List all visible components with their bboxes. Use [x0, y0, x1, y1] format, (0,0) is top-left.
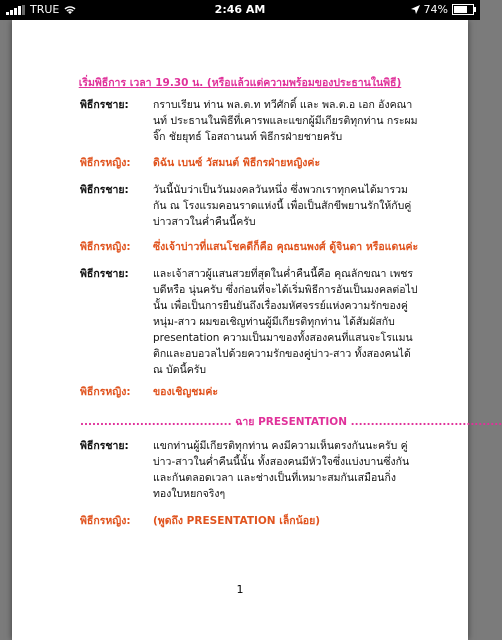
line-text: และเจ้าสาวผู้แสนสวยที่สุดในค่ำคืนนี้คือ คุณลักขณา เพชรบดีหรือ นุ่นครับ ซึ่งก่อนที่จะได้เริ่มพิธีการอันเป็นมงคลต่อไปนั้น เพื่อเป็นการยืนยันถึงเรื่องมหัศจรรย์แห่งความรักของคู่หนุ่ม-สาว ผมขอเชิญท่านผู้มีเกียรติทุกท่าน ได้สัมผัสกับ presentation ความเป็นมาของทั้งสองคนที่แสนจะโรแมนติกและอบอวลไปด้วยความรักของคู่บ่าว-สาว ทั้งสองคนได้ ณ บัดนี้ครับ [153, 268, 418, 376]
status-right [411, 3, 474, 16]
line-text: (พูดถึง PRESENTATION เล็กน้อย) [153, 515, 321, 527]
line-text: ซึ่งเจ้าบ่าวที่แสนโชคดีก็คือ คุณธนพงศ์ ดู้จินดา หรือแดนค่ะ [153, 241, 419, 253]
script-line [80, 513, 420, 529]
line-text: ของเชิญชมค่ะ [153, 386, 218, 398]
script-line [80, 438, 420, 502]
line-text: ดิฉัน เบนซ์ วัสมนต์ พิธีกรฝ่ายหญิงค่ะ [153, 157, 321, 169]
script-line [80, 155, 420, 171]
speaker-label: พิธีกรชาย: [80, 184, 129, 196]
line-text: แขกท่านผู้มีเกียรติทุกท่าน คงมีความเห็นตรงกันนะครับ คู่บ่าว-สาวในค่ำคืนนี้นั้น ทั้งสองคนมีหัวใจซึ่งแบ่งบานซึ่งกันและกันตลอดเวลา และช่างเป็นที่เหมาะสมกันเสมือนกิ่งทองใบหยกจริงๆ [153, 440, 410, 500]
location-icon [411, 5, 420, 14]
script-line [80, 239, 420, 255]
speaker-label: พิธีกรหญิง: [80, 241, 131, 253]
speaker-label: พิธีกรชาย: [80, 268, 129, 280]
script-line [80, 97, 420, 145]
battery-percent: 74% [423, 3, 448, 16]
presentation-separator: ...................................... ฉาย PRESENTATION ...................................... [80, 416, 502, 428]
line-text: กราบเรียน ท่าน พล.ต.ท ทวีศักดิ์ และ พล.ต.อ เอก อังคณานท์ ประธานในพิธีที่เคารพและแขกผู้มีเกียรติทุกท่าน กระผม จิ๊ก ชัยยุทธ์ โอสถานนท์ พิธีกรฝ่ายชายครับ [153, 99, 418, 143]
speaker-label: พิธีกรหญิง: [80, 157, 131, 169]
speaker-label: พิธีกรชาย: [80, 440, 129, 452]
battery-fill [454, 6, 467, 13]
status-time: 2:46 AM [214, 3, 266, 16]
speaker-label: พิธีกรหญิง: [80, 515, 131, 527]
line-text: วันนี้นับว่าเป็นวันมงคลวันหนึ่ง ซึ่งพวกเราทุกคนได้มารวมกัน ณ โรงแรมคอนราดแห่งนี้ เพื่อเป็นสักขีพยานรักให้กับคู่บ่าวสาวในค่ำคืนนี้ครับ [153, 184, 412, 228]
carrier-label: TRUE [30, 3, 60, 16]
document-heading: เริ่มพิธีการ เวลา 19.30 น. (หรือแล้วแต่ความพร้อมของประธานในพิธี) [78, 77, 402, 89]
speaker-label: พิธีกรชาย: [80, 99, 129, 111]
page-number: 1 [236, 583, 244, 596]
battery-icon [452, 4, 474, 15]
speaker-label: พิธีกรหญิง: [80, 386, 131, 398]
script-line [80, 384, 420, 400]
status-bar [0, 0, 480, 20]
script-line [80, 182, 420, 230]
document-page[interactable] [12, 20, 502, 640]
script-line [80, 266, 420, 378]
